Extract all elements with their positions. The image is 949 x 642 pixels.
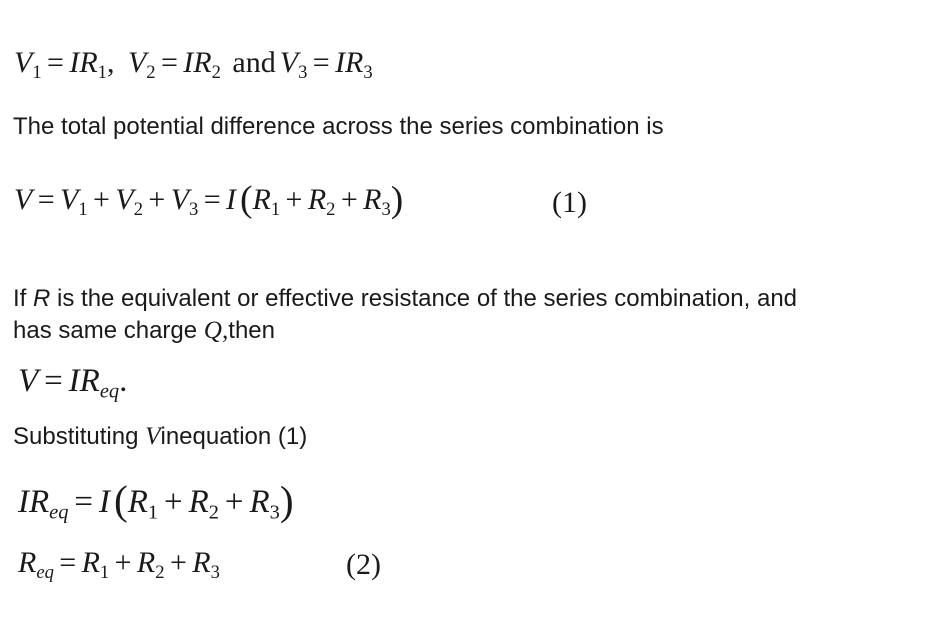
and-word: and: [232, 46, 276, 79]
equation-number-2: (2): [346, 548, 381, 581]
comma: ,: [106, 46, 115, 79]
r3-symbol: R: [192, 546, 211, 579]
text-substituting: Substituting: [13, 423, 146, 450]
v-symbol: V: [18, 363, 39, 399]
r-symbol: R: [33, 285, 51, 312]
ohms-law-equations: [14, 46, 373, 83]
plus-sign: +: [169, 546, 187, 579]
equals-sign: =: [312, 46, 330, 79]
equation-number-1: (1): [552, 186, 587, 219]
r2-subscript: 2: [326, 198, 336, 220]
r2-symbol: R: [307, 183, 327, 216]
equation-2: [18, 546, 220, 583]
plus-sign: +: [148, 183, 166, 216]
v2-subscript: 2: [146, 61, 156, 83]
left-paren: (: [240, 179, 253, 221]
current-symbol: I: [98, 484, 110, 520]
q-symbol: Q,: [203, 317, 229, 344]
r3-subscript: 3: [269, 501, 280, 524]
v2-symbol: V: [115, 183, 134, 216]
equation-1: [14, 179, 404, 221]
eq-subscript: eq: [36, 561, 54, 583]
ir1-subscript: 1: [97, 61, 107, 83]
ir-symbol: IR: [18, 484, 50, 520]
text-equivalent-resistance: is the equivalent or effective resistance of the series combination, and: [50, 285, 798, 312]
paragraph-equivalent-resistance: [13, 283, 929, 347]
r2-subscript: 2: [155, 561, 165, 583]
r3-subscript: 3: [210, 561, 220, 583]
v3-subscript: 3: [298, 61, 308, 83]
current-symbol: I: [226, 183, 237, 216]
r1-symbol: R: [127, 484, 148, 520]
r-symbol: R: [18, 546, 37, 579]
ir2-symbol: IR: [183, 46, 212, 79]
right-paren: ): [390, 179, 404, 221]
v3-subscript: 3: [189, 198, 199, 220]
paragraph-total-potential: The total potential difference across the series combination is: [13, 113, 664, 140]
right-paren: ): [279, 477, 294, 524]
v-symbol: V: [14, 183, 33, 216]
plus-sign: +: [114, 546, 132, 579]
r1-subscript: 1: [147, 501, 159, 524]
r3-symbol: R: [249, 484, 270, 520]
equals-sign: =: [37, 183, 55, 216]
r2-symbol: R: [136, 546, 156, 579]
v1-symbol: V: [14, 46, 33, 79]
r2-symbol: R: [188, 484, 209, 520]
r1-subscript: 1: [270, 198, 281, 220]
r3-subscript: 3: [381, 198, 391, 220]
v3-symbol: V: [170, 183, 190, 216]
v2-subscript: 2: [133, 198, 143, 220]
plus-sign: +: [93, 183, 110, 216]
r1-symbol: R: [252, 183, 271, 216]
ir1-symbol: IR: [69, 46, 98, 79]
v3-symbol: V: [279, 46, 299, 79]
v1-subscript: 1: [78, 198, 88, 220]
equals-sign: =: [203, 183, 221, 216]
equation-ireq: [18, 477, 294, 524]
period: .: [119, 363, 128, 399]
v2-symbol: V: [127, 46, 147, 79]
plus-sign: +: [164, 484, 183, 520]
ir3-subscript: 3: [363, 61, 373, 83]
v1-subscript: 1: [32, 61, 42, 83]
r1-subscript: 1: [99, 561, 110, 583]
equals-sign: =: [44, 363, 63, 399]
text-if: If: [13, 285, 34, 312]
v-symbol: V: [145, 423, 161, 450]
v1-symbol: V: [60, 183, 79, 216]
paragraph-substituting: [13, 423, 307, 451]
plus-sign: +: [285, 183, 303, 216]
plus-sign: +: [340, 183, 358, 216]
eq-subscript: eq: [49, 501, 69, 524]
ir2-subscript: 2: [211, 61, 221, 83]
text-same-charge: has same charge: [13, 317, 204, 344]
equals-sign: =: [74, 484, 94, 520]
equals-sign: =: [160, 46, 178, 79]
r3-symbol: R: [363, 183, 382, 216]
equals-sign: =: [59, 546, 77, 579]
plus-sign: +: [224, 484, 244, 520]
equals-sign: =: [47, 46, 64, 79]
text-inequation: inequation (1): [160, 423, 308, 450]
eq-subscript: eq: [99, 380, 120, 403]
r1-symbol: R: [81, 546, 100, 579]
ir-symbol: IR: [68, 363, 100, 399]
text-then: then: [228, 317, 275, 344]
r2-subscript: 2: [208, 501, 219, 524]
equation-v-ireq: [18, 363, 128, 403]
ir3-symbol: IR: [335, 46, 364, 79]
left-paren: (: [113, 477, 128, 524]
